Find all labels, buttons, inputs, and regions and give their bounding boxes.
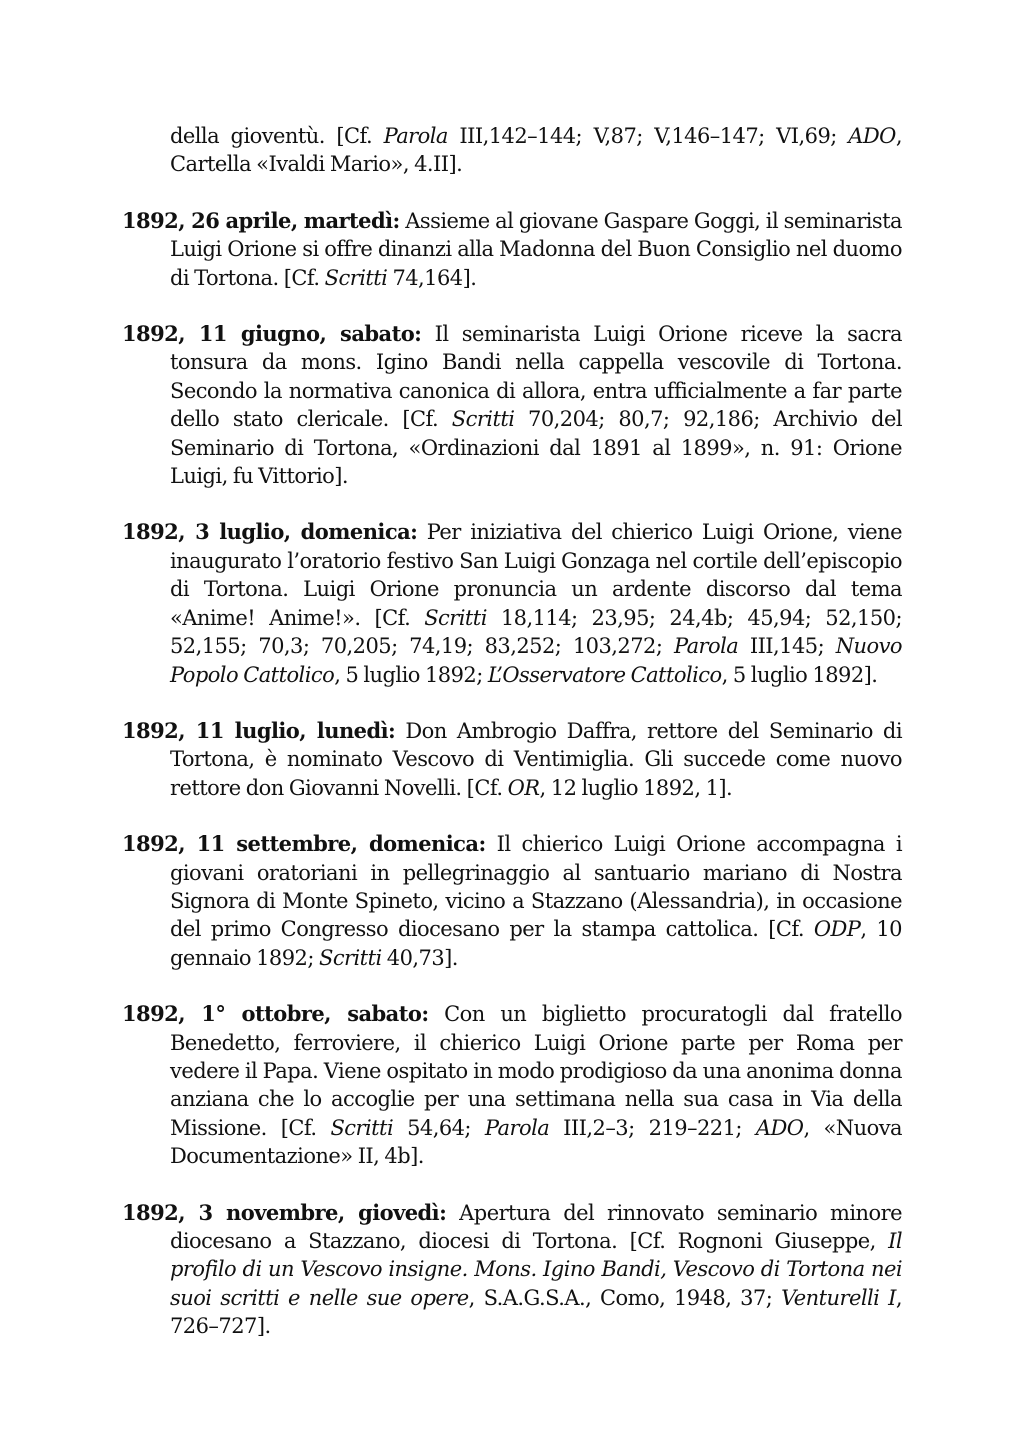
entry-date: 1892, 3 novembre, giovedì:: [122, 1199, 447, 1225]
entry-date: 1892, 26 aprile, martedì:: [122, 207, 400, 233]
entry-date: 1892, 1° ottobre, sabato:: [122, 1001, 429, 1027]
entry-date: 1892, 3 luglio, domenica:: [122, 519, 418, 545]
chronology-entry: 1892, 3 novembre, giovedì: Apertura del rinnovato seminario minore diocesano a Stazzano, diocesi di Tortona. [Cf. Rognoni Giuseppe, Il profilo di un Vescovo insigne. Mons. Igino Bandi, Vescovo di Tortona nei suoi scritti e nelle sue opere, S.A.G.S.A., Como, 1948, 37; Venturelli I, 726–727].: [122, 1199, 902, 1339]
chronology-entry: 1892, 26 aprile, martedì: Assieme al giovane Gaspare Goggi, il seminarista Luigi Orione si offre dinanzi alla Madonna del Buon Consiglio nel duomo di Tortona. [Cf. Scritti 74,164].: [122, 207, 902, 290]
chronology-entry: 1892, 11 luglio, lunedì: Don Ambrogio Daffra, rettore del Seminario di Tortona, è nominato Vescovo di Ventimiglia. Gli succede come nuovo rettore don Giovanni Novelli. [Cf. OR, 12 luglio 1892, 1].: [122, 717, 902, 800]
chronology-entry: della gioventù. [Cf. Parola III,142–144; V,87; V,146–147; VI,69; ADO, Cartella «Ivaldi Mario», 4.II].: [170, 124, 902, 177]
document-page: [122, 122, 902, 1369]
entry-date: 1892, 11 settembre, domenica:: [122, 831, 486, 857]
chronology-entry: 1892, 11 giugno, sabato: Il seminarista Luigi Orione riceve la sacra tonsura da mons. Igino Bandi nella cappella vescovile di Tortona. Secondo la normativa canonica di allora, entra ufficialmente a far parte dello stato clericale. [Cf. Scritti 70,204; 80,7; 92,186; Archivio del Seminario di Tortona, «Ordinazioni dal 1891 al 1899», n. 91: Orione Luigi, fu Vittorio].: [122, 321, 902, 489]
chronology-entry: 1892, 1° ottobre, sabato: Con un biglietto procuratogli dal fratello Benedetto, ferroviere, il chierico Luigi Orione parte per Roma per vedere il Papa. Viene ospitato in modo prodigioso da una anonima donna anziana che lo accoglie per una settimana nella sua casa in Via della Missione. [Cf. Scritti 54,64; Parola III,2–3; 219–221; ADO, «Nuova Documentazione» II, 4b].: [122, 1001, 902, 1169]
chronology-entry: 1892, 11 settembre, domenica: Il chierico Luigi Orione accompagna i giovani oratoriani in pellegrinaggio al santuario mariano di Nostra Signora di Monte Spineto, vicino a Stazzano (Alessandria), in occasione del primo Congresso diocesano per la stampa cattolica. [Cf. ODP, 10 gennaio 1892; Scritti 40,73].: [122, 831, 902, 970]
entry-date: 1892, 11 giugno, sabato:: [122, 321, 422, 347]
entry-date: 1892, 11 luglio, lunedì:: [122, 717, 396, 743]
chronology-entry: 1892, 3 luglio, domenica: Per iniziativa del chierico Luigi Orione, viene inaugurato l’oratorio festivo San Luigi Gonzaga nel cortile dell’episcopio di Tortona. Luigi Orione pronuncia un ardente discorso dal tema «Anime! Anime!». [Cf. Scritti 18,114; 23,95; 24,4b; 45,94; 52,150; 52,155; 70,3; 70,205; 74,19; 83,252; 103,272; Parola III,145; Nuovo Popolo Cattolico, 5 luglio 1892; L’Osservatore Cattolico, 5 luglio 1892].: [122, 519, 903, 687]
